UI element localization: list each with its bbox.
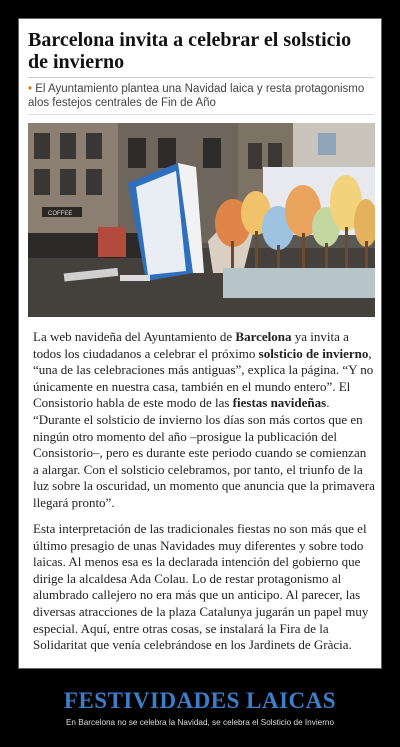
nativity-scene-photo: [28, 123, 375, 317]
article-paragraph-1: [33, 329, 375, 512]
bullet-icon: •: [28, 83, 33, 95]
article-dek: [28, 82, 374, 110]
article-headline: Barcelona invita a celebrar el solsticio de invierno: [28, 29, 352, 73]
dek-text: El Ayuntamiento plantea una Navidad laica y resta protagonismo alos festejos centrales de Fin de Año: [28, 83, 365, 109]
divider: [28, 77, 374, 78]
text-run: ya invita a todos los ciudadanos a celebrar el próximo: [33, 329, 349, 361]
article-card: [18, 18, 382, 669]
meme-title: FESTIVIDADES LAICAS: [63, 688, 337, 713]
text-run: . “Durante el solsticio de invierno los días son más cortos que en ningún otro momento del año –prosigue la publicación del Consistorio–, pero es durante este periodo cuando se comienzan a alargar. Con el solsticio celebramos, por tanto, el triunfo de la luz sobre la oscuridad, un momento que anuncia que la primavera llegará pronto”.: [33, 395, 375, 510]
bold-run: solsticio de invierno: [258, 345, 369, 361]
text-run: La web navideña del Ayuntamiento de: [33, 329, 236, 344]
text-run: , “una de las celebraciones más antiguas”, explica la página. “Y no únicamente en nuestra casa, también en el mundo entero”. El Consistorio habla de este modo de las: [33, 345, 374, 411]
article-paragraph-2: Esta interpretación de las tradicionales fiestas no son más que el último presagio de unas Navidades muy diferentes y sobre todo laicas. Al menos esa es la declarada intención del gobierno que dirige la alcaldesa Ada Colau. Lo de restar protagonismo al alumbrado callejero no era más que un anticipo. Al parecer, las diversas atracciones de la plaza Catalunya jugarán un papel muy especial. Aquí, entre otras cosas, se instalará la Fira de la Solidaritat que venía celebrándose en los Jardinets de Gràcia.: [33, 521, 369, 653]
bold-run: Barcelona: [235, 329, 292, 344]
meme-subtitle: En Barcelona no se celebra la Navidad, se celebra el Solsticio de Invierno: [65, 718, 335, 727]
bold-run: fiestas navideñas: [232, 395, 327, 411]
divider: [28, 114, 374, 115]
article-photo: [28, 123, 375, 317]
shop-sign: COFFEE: [48, 211, 73, 217]
